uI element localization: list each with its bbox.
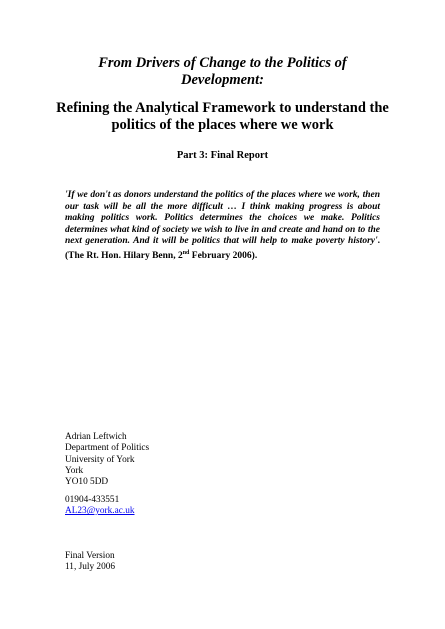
author-university: University of York: [65, 454, 135, 465]
epigraph-quote: [65, 190, 380, 263]
author-department: Department of Politics: [65, 443, 150, 454]
version-label: Final Version: [65, 551, 115, 561]
author-postcode: YO10 5DD: [65, 477, 109, 488]
version-info: [65, 551, 265, 574]
title-line-2: Development:: [181, 72, 264, 88]
author-city: York: [65, 465, 84, 476]
author-address: [65, 432, 265, 488]
title-line-1: From Drivers of Change to the Politics of: [98, 55, 347, 71]
author-email-link[interactable]: AL23@york.ac.uk: [65, 506, 135, 517]
quote-attribution-sup: nd: [182, 249, 190, 256]
author-phone: 01904-433551: [65, 495, 120, 505]
document-title: [40, 55, 405, 89]
version-date: 11, July 2006: [65, 562, 116, 573]
subtitle-line-1: Refining the Analytical Framework to understand the: [56, 100, 389, 116]
part-label: Part 3: Final Report: [176, 150, 269, 161]
subtitle-line-2: politics of the places where we work: [111, 117, 334, 133]
author-contact: [65, 495, 265, 518]
document-subtitle: [40, 100, 405, 134]
quote-attribution-pre: . (The Rt. Hon. Hilary Benn, 2: [65, 236, 380, 262]
quote-text: 'If we don't as donors understand the politics of the places where we work, then our task will be all the more difficult … I think making progress is about making politics work. Politics determines the choices we make. Politics determines what kind of society we wish to live in and create and hand on to the next generation. And it will be politics that will help to make poverty history': [65, 190, 380, 247]
author-name: Adrian Leftwich: [65, 432, 127, 442]
quote-attribution-post: February 2006).: [189, 251, 258, 262]
